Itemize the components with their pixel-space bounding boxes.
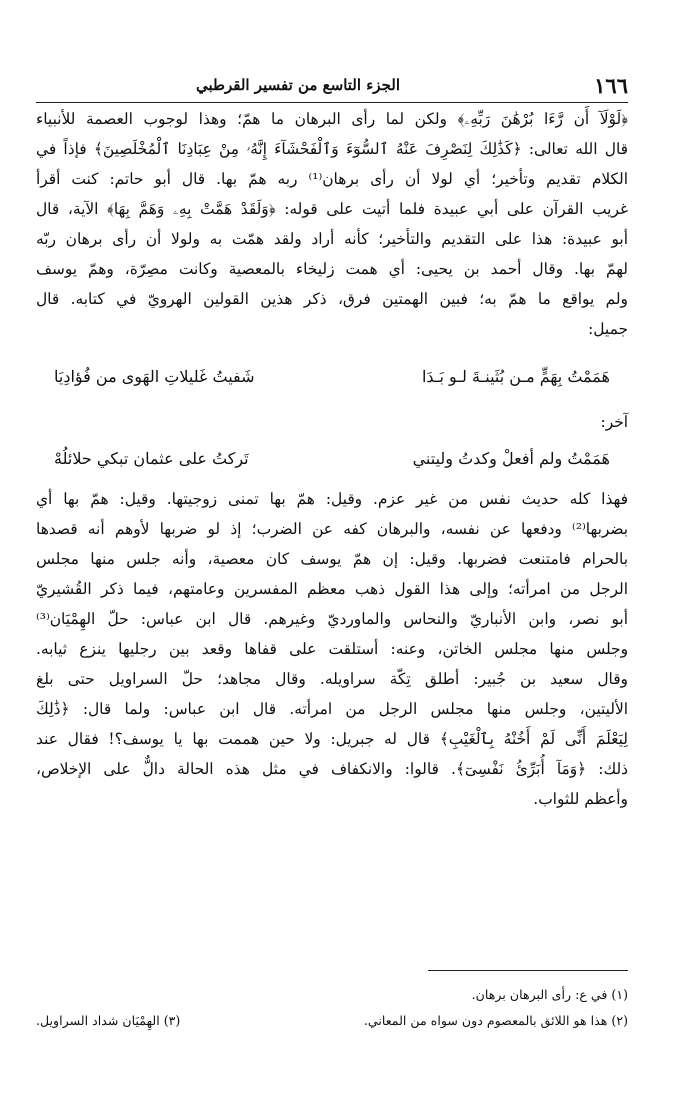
page-header <box>36 70 628 100</box>
poem-verse-jamil <box>36 344 628 410</box>
text-line: الرجل من امرأته؛ وإلى هذا القول ذهب معظم المفسرين وعامتهم، فيما ذكر القُشيريّ <box>36 580 628 598</box>
footnotes <box>36 982 628 1034</box>
footnote-2: (٢) هذا هو اللائق بالمعصوم دون سواه من المعاني. <box>363 1013 628 1028</box>
text-line: وأعظم للثواب. <box>533 790 628 808</box>
text-line: غريب القرآن على أبي عبيدة فلما أتيت على قوله: ﴿وَلَقَدْ هَمَّتْ بِهِۦ وَهَمَّ بِهَا﴾ الآية، قال <box>36 200 628 218</box>
poet-label: آخر: <box>600 413 628 431</box>
footnote-1: (١) في ع: رأى البرهان برهان. <box>471 987 628 1002</box>
text-line: وجلس منها مجلس الخاتن، وعنه: أستلقت على قفاها وقعد بين رجليها ينزع ثيابه. <box>36 640 628 658</box>
verse-second-hemistich: شَفيتُ غَليلاتِ الهَوى من فُؤادِيَا <box>54 367 255 386</box>
running-title: الجزء التاسع من تفسير القرطبي <box>196 76 400 94</box>
text-line: أبو نصر، وابن الأنباريّ والنحاس والماورديّ وغيرهم. قال ابن عباس: حلّ الهِمْيَان⁽³⁾ <box>36 610 628 628</box>
page-number: ١٦٦ <box>594 72 628 98</box>
text-line: بضربها⁽²⁾ ودفعها عن نفسه، والبرهان كفه عن الضرب؛ إذ لو ضربها لأوهم أنه قصدها <box>36 520 628 538</box>
text-line: فهذا كله حديث نفس من غير عزم. وقيل: همّ بها تمنى زوجيتها. وقيل: همّ بها أي <box>36 490 628 508</box>
text-line: الأليتين، وجلس منها مجلس الرجل من امرأته. قال ابن عباس: ولما قال: ﴿ذَٰلِكَ <box>36 700 628 718</box>
footnote-rule <box>428 970 628 971</box>
text-line: لهمّ بها. وقال أحمد بن يحيى: أي همت زليخاء بالمعصية وكانت مصِرّة، وهمّ يوسف <box>36 260 628 278</box>
text-line: أبو عبيدة: هذا على التقديم والتأخير؛ كأنه أراد ولقد همّت به ولولا أن رأى برهان ربّه <box>36 230 628 248</box>
poem-verse-other <box>36 434 628 484</box>
verse-first-hemistich: هَمَمْتُ بِهَمٍّ مـن بُثَينـةَ لـو بَـدَا <box>421 367 610 386</box>
text-line: جميل: <box>588 320 628 338</box>
text-line: ذلك: ﴿وَمَآ أُبَرِّئُ نَفْسِىٓ﴾. قالوا: والانكفاف في مثل هذه الحالة دالٌّ على الإخلاص، <box>36 760 628 778</box>
text-line: الكلام تقديم وتأخير؛ أي لولا أن رأى برهان⁽¹⁾ ربه همّ بها. قال أبو حاتم: كنت أقرأ <box>36 170 628 188</box>
text-line: بالحرام فامتنعت فضربها. وقيل: إن همّ يوسف كان معصية، وأنه جلس منها مجلس <box>36 550 628 568</box>
body-text <box>36 104 628 814</box>
text-line: قال الله تعالى: ﴿كَذَٰلِكَ لِنَصْرِفَ عَنْهُ ٱلسُّوٓءَ وَٱلْفَحْشَآءَ إِنَّهُۥ مِنْ عِبَادِنَا ٱلْمُخْلَصِينَ﴾ فإذاً في <box>36 140 628 158</box>
header-rule <box>36 102 628 103</box>
text-line: لِيَعْلَمَ أَنِّى لَمْ أَخُنْهُ بِٱلْغَيْبِ﴾ قال له جبريل: ولا حين هممت بها يا يوسف؟! فقال عند <box>36 730 628 748</box>
footnote-3: (٣) الهِمْيَان شداد السراويل. <box>36 1013 181 1028</box>
text-line: ﴿لَوْلَآ أَن رَّءَا بُرْهَٰنَ رَبِّهِۦ﴾ ولكن لما رأى البرهان ما همّ؛ وهذا لوجوب العصمة للأنبياء <box>36 110 628 128</box>
text-line: وقال سعيد بن جُبير: أطلق تِكّة سراويله. وقال مجاهد؛ حلّ السراويل حتى بلغ <box>36 670 628 688</box>
text-line: ولم يواقع ما همّ به؛ فبين الهمتين فرق، ذكر هذين القولين الهرويّ في كتابه. قال <box>36 290 628 308</box>
verse-first-hemistich: هَمَمْتُ ولم أفعلْ وكدتُ وليتني <box>412 449 610 468</box>
verse-second-hemistich: تَركتُ على عثمان تبكي حلائلُهْ <box>54 449 249 468</box>
